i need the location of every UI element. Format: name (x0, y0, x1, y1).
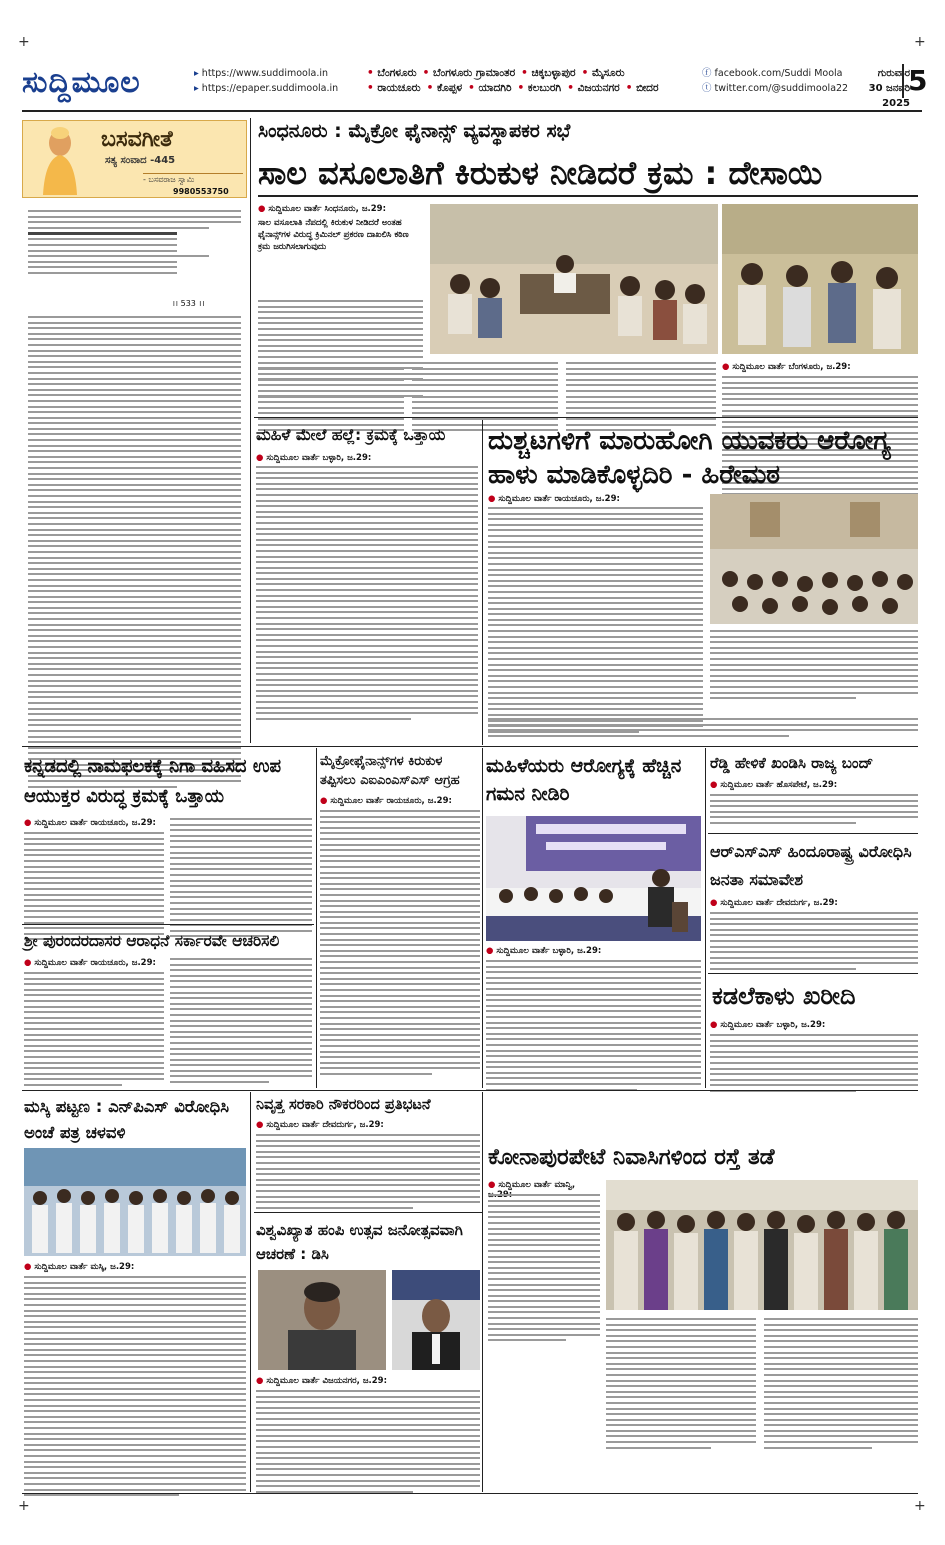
byline: ● ಸುದ್ದಿಮೂಲ ವಾರ್ತೆ ಬಳ್ಳಾರಿ, ಜ.29: (256, 453, 478, 463)
story-body-text (320, 810, 480, 1079)
social-links (702, 66, 852, 96)
story-headline[interactable]: ರೆಡ್ಡಿ ಹೇಳಿಕೆ ಖಂಡಿಸಿ ರಾಜ್ಯ ಬಂದ್ (710, 754, 874, 772)
story-body-text (24, 1276, 246, 1500)
website-link[interactable]: ▸ https://www.suddimoola.in (194, 66, 354, 81)
protest-photo-image (24, 1148, 246, 1256)
page-number: 5 (902, 64, 922, 98)
byline: ● ಸುದ್ದಿಮೂಲ ವಾರ್ತೆ ವಿಜಯನಗರ, ಜ.29: (256, 1376, 480, 1386)
byline: ● ಸುದ್ದಿಮೂಲ ವಾರ್ತೆ ದೇವದುರ್ಗ, ಜ.29: (710, 898, 918, 908)
column-title: ಬಸವಗೀತೆ (101, 127, 173, 152)
speaker-photo-image (392, 1270, 480, 1370)
crop-mark: + (914, 1498, 926, 1514)
basava-header-box (22, 120, 247, 198)
issue-date-text: 30 ಜನವರಿ 2025 (868, 83, 910, 109)
story-headline[interactable]: ಮಹಿಳೆಯರು ಆರೋಗ್ಯಕ್ಕೆ ಹೆಚ್ಚಿನ ಗಮನ ನೀಡಿರಿ (486, 755, 682, 805)
road-block-photo (606, 1180, 918, 1310)
main-story-headline[interactable]: ಸಾಲ ವಸೂಲಾತಿಗೆ ಕಿರುಕುಳ ನೀಡಿದರೆ ಕ್ರಮ : ದೇಸಾಯಿ (258, 149, 918, 197)
story-headline[interactable]: ವಿಶ್ವವಿಖ್ಯಾತ ಹಂಪಿ ಉತ್ಸವ ಜನೋತ್ಸವವಾಗಿ ಆಚರಣೆ : ಡಿಸಿ (256, 1221, 463, 1263)
poem-number: ।। 533 ।। (172, 299, 205, 308)
story-body-text (24, 972, 164, 1089)
crop-mark: + (18, 1498, 30, 1514)
byline: ● ಸುದ್ದಿಮೂಲ ವಾರ್ತೆ ರಾಯಚೂರು, ಜ.29: (320, 796, 480, 806)
story-body-text (488, 1194, 600, 1345)
crop-mark: + (18, 34, 30, 50)
byline: ● ಸುದ್ದಿಮೂಲ ವಾರ್ತೆ ಬೆಂಗಳೂರು, ಜ.29: (722, 362, 918, 372)
speaker-photo (392, 1270, 480, 1370)
story-headline[interactable]: ಮಹಿಳೆ ಮೇಲೆ ಹಲ್ಲೆ: ಕ್ರಮಕ್ಕೆ ಒತ್ತಾಯ (256, 426, 446, 444)
story-body-text (488, 718, 918, 740)
story-headline[interactable]: ಕಡಲೆಕಾಳು ಖರೀದಿ (712, 982, 856, 1010)
story-body-text (170, 818, 312, 941)
story-body-text (256, 1134, 480, 1212)
story-headline[interactable]: ಕನ್ನಡದಲ್ಲಿ ನಾಮಫಲಕಕ್ಕೆ ನಿಗಾ ವಹಿಸದ ಉಪ ಆಯುಕ್ತರ ವಿರುದ್ಧ ಕ್ರಮಕ್ಕೆ ಒತ್ತಾಯ (24, 756, 282, 807)
story-body-text (764, 1318, 918, 1452)
byline: ● ಸುದ್ದಿಮೂಲ ವಾರ್ತೆ ರಾಯಚೂರು, ಜ.29: (24, 818, 164, 828)
newspaper-logo[interactable]: ಸುದ್ದಿಮೂಲ (22, 65, 141, 100)
city-item: • ಮೈಸೂರು (582, 67, 625, 79)
story-body-text (606, 1318, 756, 1452)
road-block-photo-image (606, 1180, 918, 1310)
issue-day: ಗುರುವಾರ (877, 68, 910, 79)
byline: ● ಸುದ್ದಿಮೂಲ ವಾರ್ತೆ ರಾಯಚೂರು, ಜ.29: (24, 958, 164, 968)
story-body-text (486, 960, 701, 1094)
story-headline[interactable]: ಕೋನಾಪುರಪೇಟೆ ನಿವಾಸಿಗಳಿಂದ ರಸ್ತೆ ತಡೆ (488, 1145, 775, 1170)
students-photo (710, 494, 918, 624)
city-item: • ಯಾದಗಿರಿ (468, 82, 511, 94)
meeting-photo-image (430, 204, 718, 354)
city-item: • ರಾಯಚೂರು (367, 82, 421, 94)
main-story-kicker: ಸಿಂಧನೂರು : ಮೈಕ್ರೋ ಫೈನಾನ್ಸ್ ವ್ಯವಸ್ಥಾಪಕರ ಸಭೆ (258, 120, 571, 142)
city-item: • ಬೆಂಗಳೂರು (367, 67, 417, 79)
story-body-text (488, 507, 703, 736)
dc-photo-image (258, 1270, 386, 1370)
story-headline[interactable]: ಮೈಕ್ರೋಫೈನಾನ್ಸ್‌ಗಳ ಕಿರುಕುಳ ತಪ್ಪಿಸಲು ಎಐಎಂಎಸ್‌ಎಸ್ ಆಗ್ರಹ (320, 754, 460, 788)
seminar-photo-image (486, 816, 701, 941)
story-headline[interactable]: ದುಶ್ಚಟಗಳಿಗೆ ಮಾರುಹೋಗಿ ಯುವಕರು ಆರೋಗ್ಯ ಹಾಳು ಮಾಡಿಕೊಳ್ಳದಿರಿ - ಹಿರೇಮಠ (488, 426, 891, 490)
issue-date (840, 66, 910, 111)
officials-photo (722, 204, 918, 354)
students-photo-image (710, 494, 918, 624)
byline: ● ಸುದ್ದಿಮೂಲ ವಾರ್ತೆ ರಾಯಚೂರು, ಜ.29: (488, 494, 703, 504)
byline: ● ಸುದ್ದಿಮೂಲ ವಾರ್ತೆ ಬಳ್ಳಾರಿ, ಜ.29: (710, 1020, 918, 1030)
story-body-text (256, 466, 478, 723)
crop-mark: + (914, 34, 926, 50)
column-subtitle: ಸತ್ಯ ಸಂವಾದ -445 (105, 155, 176, 166)
meeting-photo (430, 204, 718, 354)
twitter-icon: ⓣ (702, 83, 715, 94)
city-item: • ಬೀದರ (626, 82, 659, 94)
story-body-text (710, 1034, 918, 1096)
story-body-text (710, 630, 918, 703)
story-headline[interactable]: ಮಸ್ಕಿ ಪಟ್ಟಣ : ಎನ್‌ಪಿಎಸ್ ವಿರೋಧಿಸಿ ಅಂಚೆ ಪತ್ರ ಚಳವಳಿ (24, 1097, 229, 1142)
facebook-link[interactable]: ⓕ facebook.com/Suddi Moola (702, 68, 843, 79)
city-editions (367, 66, 697, 96)
masthead (22, 62, 928, 112)
facebook-icon: ⓕ (702, 68, 715, 79)
story-body-text (710, 912, 918, 974)
column-body-text (28, 210, 241, 278)
story-body-text (710, 794, 918, 828)
city-item: • ಕೊಪ್ಪಳ (427, 82, 462, 94)
epaper-link[interactable]: ▸ https://epaper.suddimoola.in (194, 81, 354, 96)
byline: ● ಸುದ್ದಿಮೂಲ ವಾರ್ತೆ ದೇವದುರ್ಗ, ಜ.29: (256, 1120, 480, 1130)
story-body-text (170, 958, 312, 1087)
byline: ● ಸುದ್ದಿಮೂಲ ವಾರ್ತೆ ಸಿಂಧನೂರು, ಜ.29: (258, 204, 423, 214)
column-author: - ಬಸವರಾಜ ಸ್ವಾಮಿ (143, 173, 243, 185)
story-body-text (256, 1390, 480, 1496)
seminar-photo (486, 816, 701, 941)
column-body-text (28, 316, 241, 791)
city-item: • ಚಿಕ್ಕಬಳ್ಳಾಪುರ (521, 67, 575, 79)
website-links (194, 66, 354, 96)
column-phone: 9980553750 (173, 187, 229, 196)
city-item: • ಬೆಂಗಳೂರು ಗ್ರಾಮಾಂತರ (423, 67, 516, 79)
dc-photo (258, 1270, 386, 1370)
basavanna-portrait-icon (29, 125, 91, 195)
byline: ● ಸುದ್ದಿಮೂಲ ವಾರ್ತೆ ಹೊಸಪೇಟೆ, ಜ.29: (710, 780, 918, 790)
city-item: • ಕಲಬುರಗಿ (518, 82, 562, 94)
byline: ● ಸುದ್ದಿಮೂಲ ವಾರ್ತೆ ಮಸ್ಕಿ, ಜ.29: (24, 1262, 246, 1272)
main-story-lead: ಸಾಲ ವಸೂಲಾತಿ ನೆಪದಲ್ಲಿ ಕಿರುಕುಳ ನೀಡಿದರೆ ಅಂತಹ ಫೈನಾನ್ಸ್‌ಗಳ ವಿರುದ್ಧ ಕ್ರಿಮಿನಲ್ ಪ್ರಕರಣ ದಾಖಲಿಸಿ ಕಠಿಣ ಕ್ರಮ ಜರುಗಿಸಲಾಗುವುದು (258, 218, 409, 252)
byline: ● ಸುದ್ದಿಮೂಲ ವಾರ್ತೆ ಬಳ್ಳಾರಿ, ಜ.29: (486, 946, 701, 956)
protest-photo (24, 1148, 246, 1256)
officials-photo-image (722, 204, 918, 354)
story-body-text (24, 832, 164, 944)
byline: ● ಸುದ್ದಿಮೂಲ ವಾರ್ತೆ ಮಾನ್ವಿ, (488, 1180, 600, 1200)
city-item: • ವಿಜಯನಗರ (567, 82, 620, 94)
twitter-link[interactable]: ⓣ twitter.com/@suddimoola22 (702, 83, 849, 94)
story-headline[interactable]: ಆರ್‌ಎಸ್‌ಎಸ್ ಹಿಂದೂರಾಷ್ಟ್ರ ವಿರೋಧಿಸಿ ಜನತಾ ಸಮಾವೇಶ (710, 842, 912, 889)
story-headline[interactable]: ಶ್ರೀ ಪುರಂದರದಾಸರ ಆರಾಧನೆ ಸರ್ಕಾರವೇ ಆಚರಿಸಲಿ (24, 932, 280, 950)
story-headline[interactable]: ನಿವೃತ್ತ ಸರಕಾರಿ ನೌಕರರಿಂದ ಪ್ರತಿಭಟನೆ (256, 1097, 431, 1113)
